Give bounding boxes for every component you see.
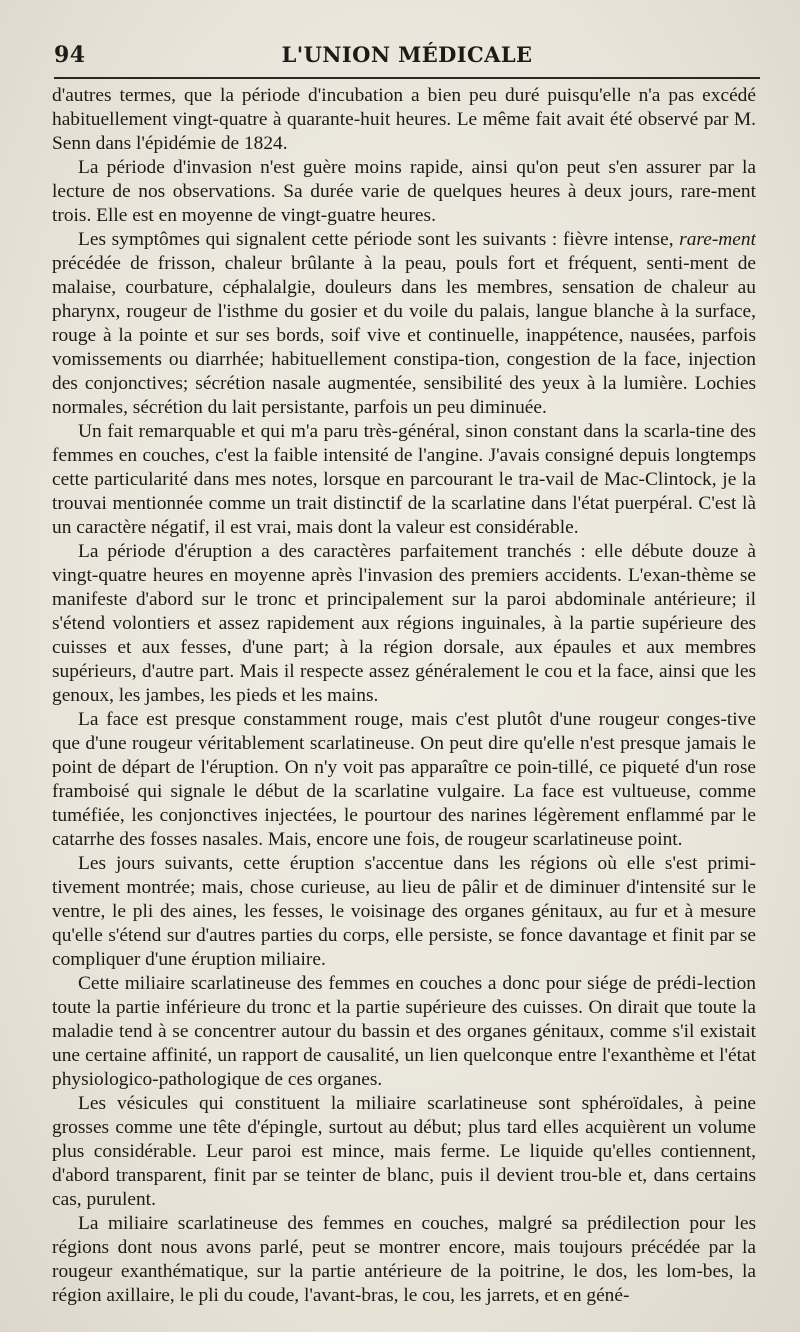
paragraph: Cette miliaire scarlatineuse des femmes en couches a donc pour siége de prédi-lection toute la partie inférieure du tronc et la partie supérieure des cuisses. On dirait que toute la maladie tend à se concentrer autour du bassin et des organes génitaux, comme s'il existait une certaine affinité, un rapport de causalité, un lien quelconque entre l'exanthème et l'état physiologico-pathologique de ces organes. (52, 973, 756, 1090)
running-title: L'UNION MÉDICALE (281, 42, 533, 67)
paragraph-text: précédée de frisson, chaleur brûlante à la peau, pouls fort et fréquent, senti-ment de malaise, courbature, céphalalgie, douleurs dans les membres, sensation de chaleur au pharynx, rougeur de l'isthme du gosier et du voile du palais, langue blanche à la surface, rouge à la pointe et sur ses bords, soif vive et continuelle, inappétence, nausées, parfois vomissements ou diarrhée; habituellement constipa-tion, congestion de la face, injection des conjonctives; sécrétion nasale augmentée, sensibilité des yeux à la lumière. Lochies normales, sécrétion du lait persistante, parfois un peu diminuée. (52, 253, 756, 418)
paragraph: La période d'éruption a des caractères parfaitement tranchés : elle débute douze à vingt-quatre heures en moyenne après l'invasion des premiers accidents. L'exan-thème se manifeste d'abord sur le tronc et principalement sur la paroi abdominale antérieure; il s'étend volontiers et assez rapidement aux régions inguinales, à la partie supérieure des cuisses et aux fesses, d'une part; à la région dorsale, aux épaules et aux membres supérieurs, d'autre part. Mais il respecte assez généralement le cou et la face, ainsi que les genoux, les jambes, les pieds et les mains. (52, 541, 756, 706)
header-rule (54, 77, 760, 79)
paragraph-text: Les symptômes qui signalent cette période sont les suivants : fièvre intense, (78, 229, 680, 250)
paragraph: La face est presque constamment rouge, mais c'est plutôt d'une rougeur conges-tive que d'une rougeur véritablement scarlatineuse. On peut dire qu'elle n'est presque jamais le point de départ de l'éruption. On n'y voit pas apparaître ce poin-tillé, ce piqueté d'un rose framboisé qui signale le début de la scarlatine vulgaire. La face est vultueuse, comme tuméfiée, les conjonctives injectées, le pourtour des narines légèrement enflammé par le catarrhe des fosses nasales. Mais, encore une fois, de rougeur scarlatineuse point. (52, 709, 756, 850)
paragraph: Un fait remarquable et qui m'a paru très-général, sinon constant dans la scarla-tine des femmes en couches, c'est la faible intensité de l'angine. J'avais consigné depuis longtemps cette particularité dans mes notes, lorsque en parcourant le tra-vail de Mac-Clintock, je la trouvai mentionnée comme un trait distinctif de la scarlatine dans l'état puerpéral. C'est là un caractère négatif, il est vrai, mais dont la valeur est considérable. (52, 421, 756, 538)
paragraph: La période d'invasion n'est guère moins rapide, ainsi qu'on peut s'en assurer par la lecture de nos observations. Sa durée varie de quelques heures à deux jours, rare-ment trois. Elle est en moyenne de vingt-guatre heures. (52, 157, 756, 226)
emphasized-word: rare-ment (679, 229, 756, 250)
paragraph: d'autres termes, que la période d'incubation a bien peu duré puisqu'elle n'a pas excédé habituellement vingt-quatre à quarante-huit heures. Le même fait avait été observé par M. Senn dans l'épidémie de 1824. (52, 85, 756, 154)
paragraph: Les vésicules qui constituent la miliaire scarlatineuse sont sphéroïdales, à peine grosses comme une tête d'épingle, surtout au début; plus tard elles acquièrent un volume plus considérable. Leur paroi est mince, mais ferme. Le liquide qu'elles contiennent, d'abord transparent, finit par se teinter de blanc, puis il devient trou-ble et, dans certains cas, purulent. (52, 1093, 756, 1210)
page-number: 94 (54, 42, 86, 68)
paragraph: Les jours suivants, cette éruption s'accentue dans les régions où elle s'est primi-tivement montrée; mais, chose curieuse, au lieu de pâlir et de diminuer d'intensité sur le ventre, le pli des aines, les fesses, le voisinage des organes génitaux, au fur et à mesure qu'elle s'étend sur d'autres parties du corps, elle persiste, se fonce davantage et finit par se compliquer d'une éruption miliaire. (52, 853, 756, 970)
paragraph: La miliaire scarlatineuse des femmes en couches, malgré sa prédilection pour les régions dont nous avons parlé, peut se montrer encore, mais toujours précédée par la rougeur exanthématique, sur la partie antérieure de la poitrine, le dos, les lom-bes, la région axillaire, le pli du coude, l'avant-bras, le cou, les jarrets, et en géné- (52, 1213, 756, 1306)
article-body (52, 84, 756, 1312)
paragraph (52, 228, 756, 420)
page-header (54, 36, 760, 76)
